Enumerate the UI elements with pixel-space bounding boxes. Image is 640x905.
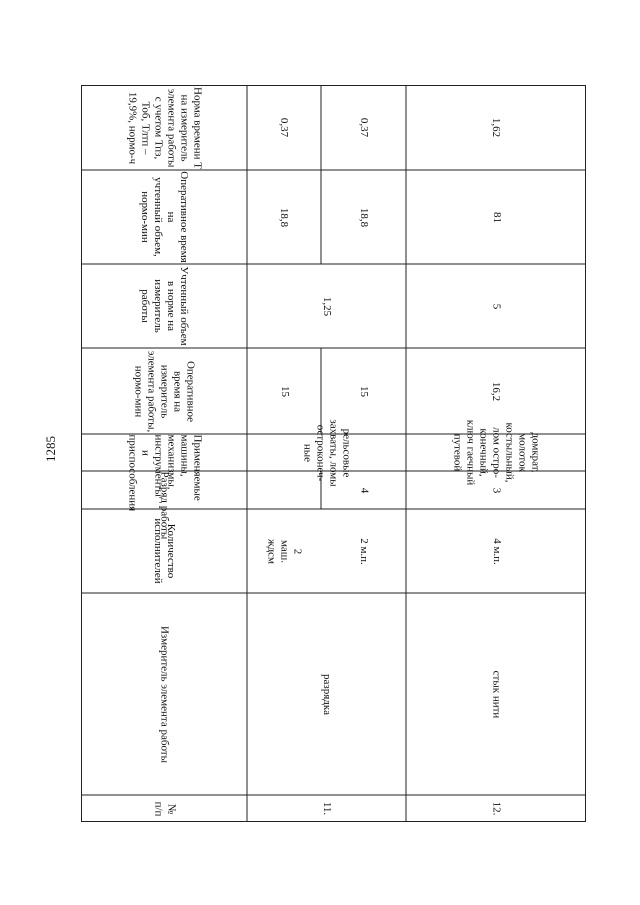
header-op-time: Оперативное время на измеритель элемента работы, нормо-мин — [132, 350, 197, 432]
row11-machines: рельсовые захваты, ломы остроконеч- ные — [301, 418, 353, 487]
page-number: 1285 — [43, 436, 58, 462]
norms-table — [81, 85, 586, 822]
row11-op-time-2: 15 — [358, 385, 370, 397]
row12-grade: 3 — [490, 487, 503, 493]
header-machines: Применяемые машины, механизмы, инструменты и приспособления — [126, 434, 203, 511]
header-meter: Измеритель элемента работы — [158, 625, 171, 763]
header-workers: Количество исполнителей — [152, 518, 177, 584]
row12-volume: 5 — [490, 303, 503, 309]
row11-op-time-volume-2: 18,8 — [358, 207, 370, 227]
row11-op-time-volume-1: 18,8 — [278, 207, 291, 227]
row11-volume: 1,25 — [321, 296, 333, 316]
row12-op-time: 16,2 — [490, 381, 503, 401]
row11-op-time-1: 15 — [278, 385, 291, 397]
row12-machines: домкрат, молоток костыльный, лом остро- конечный, ключ гаечный путевой — [451, 419, 542, 486]
row11-norm-1: 0,37 — [278, 117, 291, 138]
header-grade: Разряд работы — [158, 471, 171, 539]
row12-meter: стык нити — [490, 670, 503, 718]
row12-norm: 1,62 — [490, 117, 503, 138]
row11-num: 11. — [321, 801, 333, 816]
row11-grade: 4 — [358, 487, 370, 493]
row12-workers: 4 м.п. — [490, 537, 503, 565]
row11-meter: разрядка — [320, 673, 333, 715]
row12-num: 12. — [490, 801, 503, 816]
header-norm: Норма времени Т на измеритель элемента работы с учетом Тпз, Тоб, Тлтп – 19,9%, нормо-ч — [126, 86, 203, 169]
row11-workers-2: 2 м.п. — [357, 537, 370, 565]
header-op-time-volume: Оперативное время на учтенный объем, нормо-мин — [139, 171, 190, 263]
row12-op-time-volume: 81 — [490, 211, 503, 223]
header-volume: Учтенный объем в норме на измеритель работы — [139, 266, 190, 346]
row11-norm-2: 0,37 — [358, 117, 370, 138]
row11-workers-1: 2 маш. ждсм — [265, 538, 304, 564]
header-num: № п/п — [152, 801, 177, 816]
